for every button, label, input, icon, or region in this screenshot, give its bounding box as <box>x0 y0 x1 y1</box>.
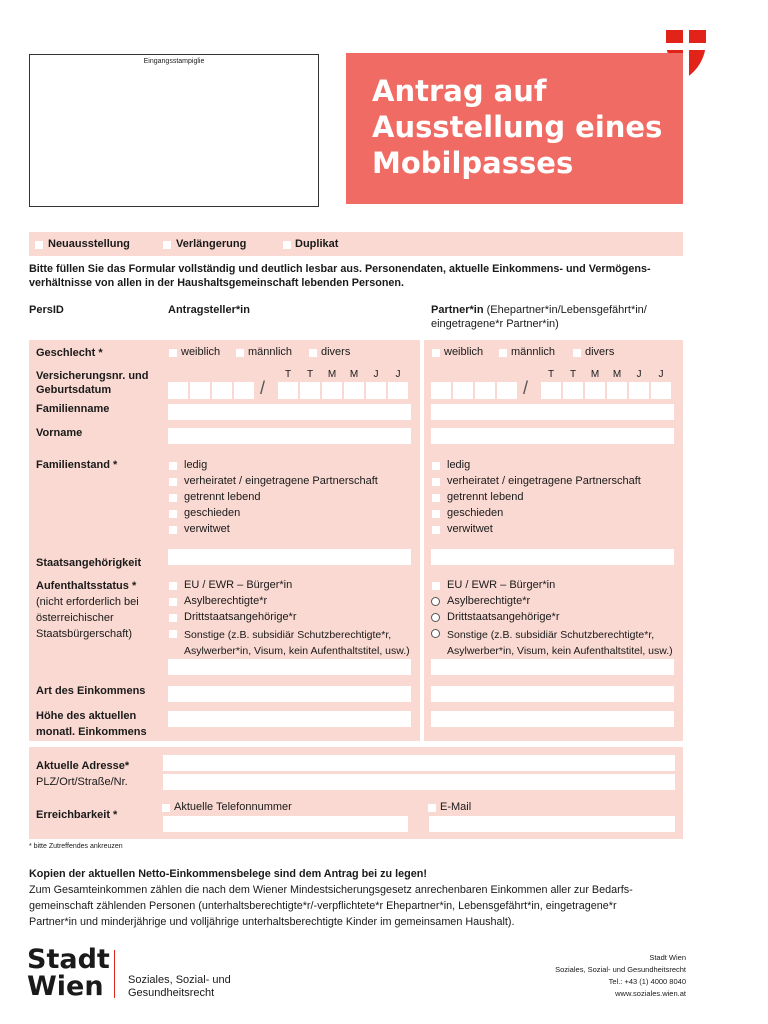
marital-option-label: verheiratet / eingetragene Partnerschaft <box>184 475 378 487</box>
date-letter: M <box>612 369 622 380</box>
stamp-label: Eingangsstampiglie <box>143 58 205 65</box>
applicant-citizenship-input[interactable] <box>168 549 411 565</box>
applicant-birthdate-cell[interactable] <box>300 382 320 399</box>
applicant-firstname-input[interactable] <box>168 428 411 444</box>
date-letter: J <box>395 369 401 380</box>
partner-birthdate-cell[interactable] <box>585 382 605 399</box>
applicant-residence-checkbox[interactable] <box>169 598 177 606</box>
partner-ssn-cell[interactable] <box>453 382 473 399</box>
applicant-income-amount-input[interactable] <box>168 711 411 727</box>
date-letter: J <box>636 369 642 380</box>
footnote: * bitte Zutreffendes ankreuzen <box>29 843 123 850</box>
applicant-gender-male-checkbox[interactable] <box>236 349 244 357</box>
option-new-label: Neuausstellung <box>48 238 130 250</box>
date-letter: J <box>373 369 379 380</box>
partner-birthdate-cell[interactable] <box>563 382 583 399</box>
partner-marital-checkbox[interactable] <box>432 494 440 502</box>
department-name: Soziales, Sozial- und Gesundheitsrecht <box>128 974 231 999</box>
marital-option-label: geschieden <box>447 507 504 519</box>
address-input-line2[interactable] <box>163 774 675 790</box>
person-data-table <box>29 340 683 741</box>
applicant-marital-checkbox[interactable] <box>169 494 177 502</box>
gender-label: Geschlecht * <box>36 347 103 359</box>
applicant-marital-checkbox[interactable] <box>169 510 177 518</box>
partner-birthdate-cell[interactable] <box>651 382 671 399</box>
gender-diverse-label: divers <box>321 346 351 358</box>
contact-info: Stadt Wien Soziales, Sozial- und Gesundheitsrecht Tel.: +43 (1) 4000 8040 www.soziales.wien.at <box>555 953 686 998</box>
option-renewal-label: Verlängerung <box>176 238 247 250</box>
applicant-birthdate-cell[interactable] <box>388 382 408 399</box>
date-letter: M <box>349 369 359 380</box>
surname-label: Familienname <box>36 403 110 415</box>
title-block <box>346 53 683 204</box>
marital-option-label: ledig <box>447 459 471 471</box>
partner-birthdate-cell[interactable] <box>629 382 649 399</box>
ssn-label: Versicherungsnr. und Geburtsdatum <box>36 370 149 396</box>
applicant-marital-checkbox[interactable] <box>169 478 177 486</box>
checkbox-new[interactable] <box>35 241 43 249</box>
partner-income-amount-input[interactable] <box>431 711 674 727</box>
applicant-birthdate-cell[interactable] <box>366 382 386 399</box>
marital-option-label: verwitwet <box>447 523 493 535</box>
applicant-surname-input[interactable] <box>168 404 411 420</box>
partner-ssn-cell[interactable] <box>431 382 451 399</box>
stadt-wien-logo: Stadt Wien <box>27 944 110 1002</box>
applicant-birthdate-cell[interactable] <box>322 382 342 399</box>
date-letter: M <box>327 369 337 380</box>
partner-residence-radio[interactable] <box>431 597 440 606</box>
applicant-residence-other-input[interactable] <box>168 659 411 675</box>
gender-female-label: weiblich <box>181 346 221 358</box>
residence-option-other: Sonstige (z.B. subsidiär Schutzberechtigte*r, Asylwerber*in, Visum, kein Aufenthaltstitel, usw.) <box>447 629 673 657</box>
intro-text: Bitte füllen Sie das Formular vollständig und deutlich lesbar aus. Personendaten, aktuelle Einkommens- und Vermögens- verhältnisse von allen in der Haushaltsgemeinschaft lebenden Personen. <box>29 263 651 289</box>
partner-marital-checkbox[interactable] <box>432 510 440 518</box>
marital-option-label: verwitwet <box>184 523 230 535</box>
applicant-residence-checkbox[interactable] <box>169 614 177 622</box>
gender-female-label: weiblich <box>444 346 484 358</box>
date-letter: T <box>306 369 314 380</box>
applicant-residence-checkbox[interactable] <box>169 630 177 638</box>
partner-surname-input[interactable] <box>431 404 674 420</box>
partner-residence-radio[interactable] <box>431 613 440 622</box>
partner-gender-male-checkbox[interactable] <box>499 349 507 357</box>
gender-male-label: männlich <box>248 346 293 358</box>
residence-option-label: EU / EWR – Bürger*in <box>447 579 556 591</box>
column-divider <box>420 340 424 741</box>
date-letter: M <box>590 369 600 380</box>
email-label: E-Mail <box>440 801 472 813</box>
partner-citizenship-input[interactable] <box>431 549 674 565</box>
marital-option-label: getrennt lebend <box>184 491 261 503</box>
partner-gender-female-checkbox[interactable] <box>432 349 440 357</box>
partner-marital-checkbox[interactable] <box>432 526 440 534</box>
marital-option-label: verheiratet / eingetragene Partnerschaft <box>447 475 641 487</box>
applicant-birthdate-cell[interactable] <box>278 382 298 399</box>
partner-marital-checkbox[interactable] <box>432 462 440 470</box>
persid-header: PersID <box>29 304 64 316</box>
residence-label: Aufenthaltsstatus * (nicht erforderlich bei österreichischer Staatsbürgerschaft) <box>36 580 139 640</box>
reachability-label: Erreichbarkeit * <box>36 809 118 821</box>
applicant-gender-female-checkbox[interactable] <box>169 349 177 357</box>
income-amount-label: Höhe des aktuellen monatl. Einkommens <box>36 710 147 738</box>
marital-option-label: geschieden <box>184 507 241 519</box>
applicant-income-type-input[interactable] <box>168 686 411 702</box>
partner-header: Partner*in (Ehepartner*in/Lebensgefährt*in/ eingetragene*r Partner*in) <box>431 304 647 330</box>
marital-option-label: ledig <box>184 459 208 471</box>
applicant-ssn-cell[interactable] <box>234 382 254 399</box>
email-input[interactable] <box>429 816 675 832</box>
phone-input[interactable] <box>163 816 408 832</box>
partner-birthdate-cell[interactable] <box>541 382 561 399</box>
applicant-ssn-cell[interactable] <box>168 382 188 399</box>
option-duplicate-label: Duplikat <box>295 238 339 250</box>
marital-option-label: getrennt lebend <box>447 491 524 503</box>
address-input-line1[interactable] <box>163 755 675 771</box>
logo-divider <box>114 950 115 998</box>
gender-male-label: männlich <box>511 346 556 358</box>
date-separator: / <box>260 378 266 398</box>
partner-income-type-input[interactable] <box>431 686 674 702</box>
partner-ssn-cell[interactable] <box>497 382 517 399</box>
applicant-ssn-cell[interactable] <box>212 382 232 399</box>
page-title: Antrag auf Ausstellung eines Mobilpasses <box>372 74 663 180</box>
applicant-gender-diverse-checkbox[interactable] <box>309 349 317 357</box>
checkbox-duplicate[interactable] <box>283 241 291 249</box>
residence-option-label: EU / EWR – Bürger*in <box>184 579 293 591</box>
applicant-marital-checkbox[interactable] <box>169 526 177 534</box>
date-letter: T <box>547 369 555 380</box>
applicant-residence-checkbox[interactable] <box>169 582 177 590</box>
partner-residence-checkbox[interactable] <box>432 582 440 590</box>
income-type-label: Art des Einkommens <box>36 685 146 697</box>
citizenship-label: Staatsangehörigkeit <box>36 557 142 569</box>
partner-marital-checkbox[interactable] <box>432 478 440 486</box>
date-letter: T <box>284 369 292 380</box>
address-label: Aktuelle Adresse* PLZ/Ort/Straße/Nr. <box>36 760 130 788</box>
residence-option-label: Drittstaatsangehörige*r <box>447 611 560 623</box>
residence-option-label: Asylberechtigte*r <box>184 595 268 607</box>
residence-option-label: Asylberechtigte*r <box>447 595 531 607</box>
stamp-box <box>29 54 319 207</box>
partner-ssn-cell[interactable] <box>475 382 495 399</box>
email-checkbox[interactable] <box>428 804 436 812</box>
date-letter: J <box>658 369 664 380</box>
partner-firstname-input[interactable] <box>431 428 674 444</box>
income-notice: Kopien der aktuellen Netto-Einkommensbelege sind dem Antrag bei zu legen! Zum Gesamteinkommen zählen die nach dem Wiener Mindestsicherungsgesetz anrechenbaren Einkommen aller zur Bedarfs- gemeinschaft zählenden Personen (unterhaltsberechtigte*r/-verpflichtete*r Ehepartner*in, Lebensgefährt*in, eingetragene*r Partner*in und minderjährige und volljährige unterhaltsberechtigte Kinder im gemeinsamen Haushalt). <box>29 868 633 928</box>
phone-checkbox[interactable] <box>162 804 170 812</box>
phone-label: Aktuelle Telefonnummer <box>174 801 292 813</box>
partner-residence-radio[interactable] <box>431 629 440 638</box>
partner-gender-diverse-checkbox[interactable] <box>573 349 581 357</box>
partner-birthdate-cell[interactable] <box>607 382 627 399</box>
date-letter: T <box>569 369 577 380</box>
gender-diverse-label: divers <box>585 346 615 358</box>
residence-option-label: Drittstaatsangehörige*r <box>184 611 297 623</box>
checkbox-renewal[interactable] <box>163 241 171 249</box>
residence-option-other: Sonstige (z.B. subsidiär Schutzberechtigte*r, Asylwerber*in, Visum, kein Aufenthaltstitel, usw.) <box>184 629 410 657</box>
marital-label: Familienstand * <box>36 459 118 471</box>
applicant-header: Antragsteller*in <box>168 304 250 316</box>
firstname-label: Vorname <box>36 427 83 439</box>
date-separator: / <box>523 378 529 398</box>
applicant-birthdate-cell[interactable] <box>344 382 364 399</box>
partner-residence-other-input[interactable] <box>431 659 674 675</box>
applicant-marital-checkbox[interactable] <box>169 462 177 470</box>
application-type-row <box>29 232 683 256</box>
applicant-ssn-cell[interactable] <box>190 382 210 399</box>
